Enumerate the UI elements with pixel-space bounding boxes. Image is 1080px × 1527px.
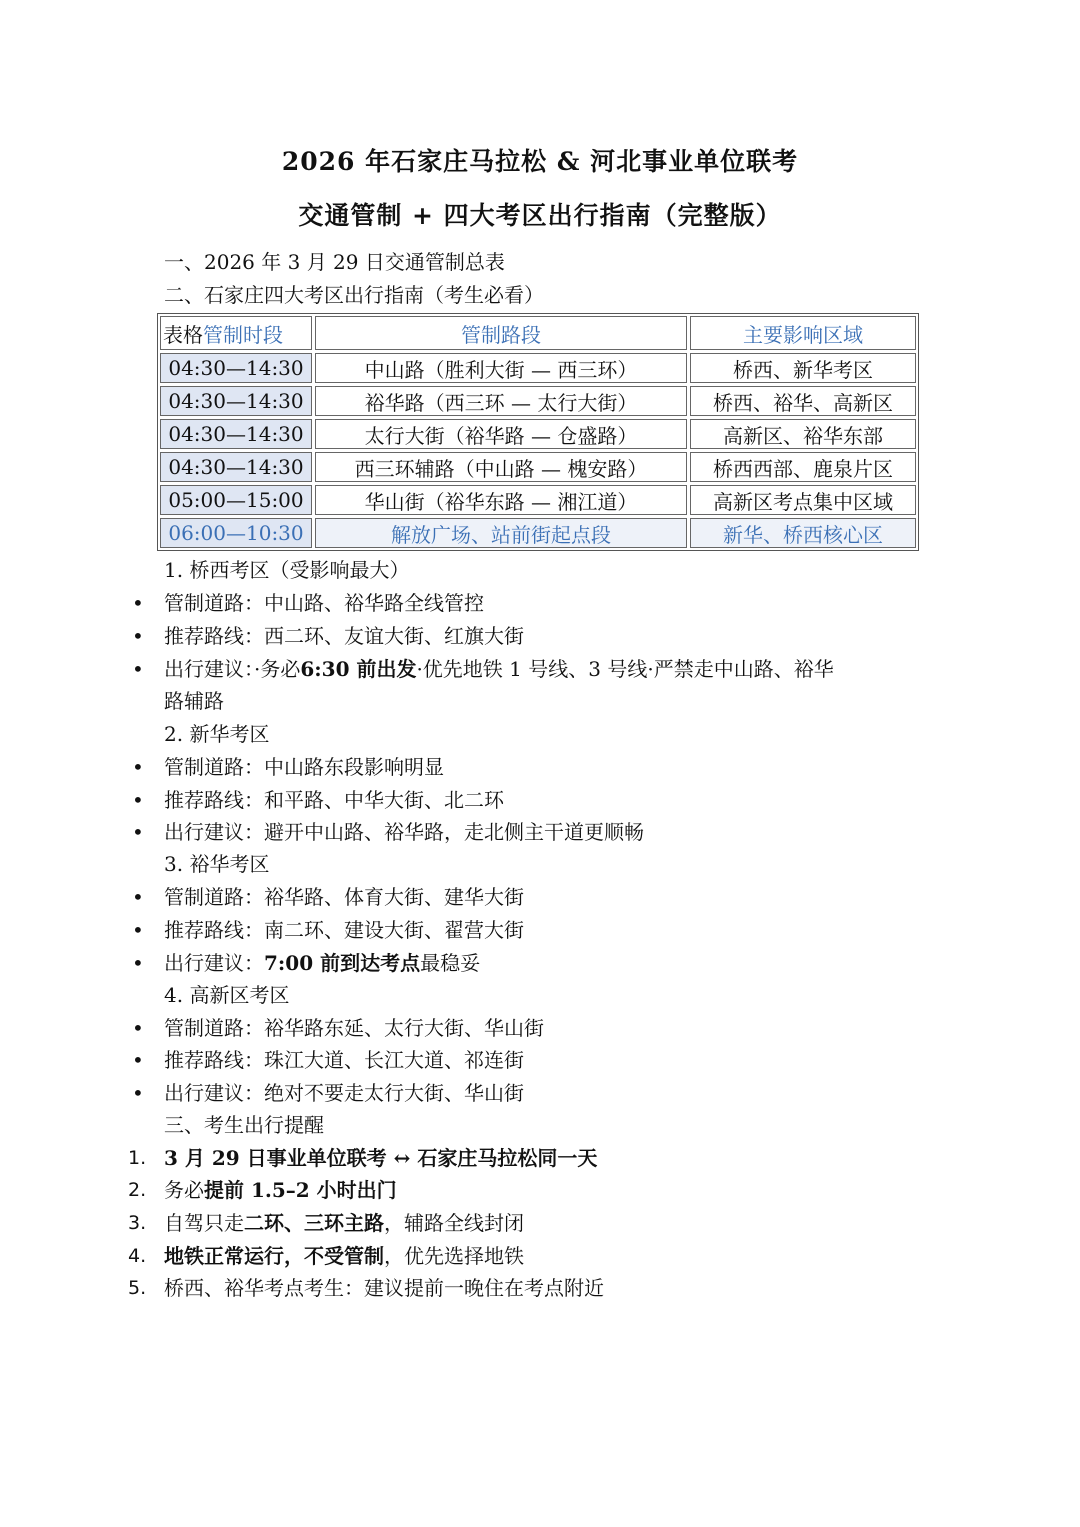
table-cell-road: 西三环辅路（中山路 — 槐安路） [315, 452, 687, 482]
section-heading-2: 二、石家庄四大考区出行指南（考生必看） [164, 283, 544, 307]
section-heading-1: 一、2026 年 3 月 29 日交通管制总表 [164, 250, 505, 274]
zone-advice-post: 最稳妥 [420, 951, 481, 975]
table-cell-time: 04:30—14:30 [160, 452, 312, 482]
bullet-marker: • [132, 951, 144, 975]
reminder-pre: 桥西、裕华考点考生：建议提前一晚住在考点附近 [164, 1276, 604, 1300]
zone-heading: 2. 新华考区 [164, 722, 270, 746]
bullet-marker: • [132, 657, 144, 681]
zone-heading: 1. 桥西考区（受影响最大） [164, 558, 410, 582]
zone-route: 推荐路线：和平路、中华大街、北二环 [164, 788, 504, 812]
bullet-marker: • [132, 918, 144, 942]
zone-advice [164, 653, 834, 685]
traffic-control-table [157, 313, 919, 551]
table-cell-road: 中山路（胜利大街 — 西三环） [315, 353, 687, 383]
table-cell-road: 华山街（裕华东路 — 湘江道） [315, 485, 687, 515]
table-header-road: 管制路段 [315, 316, 687, 350]
zone-advice-bold: 7:00 前到达考点 [264, 951, 421, 975]
zone-route: 推荐路线：南二环、建设大街、翟营大街 [164, 918, 524, 942]
reminder-number: 3. [128, 1212, 147, 1234]
table-cell-area: 高新区、裕华东部 [690, 419, 916, 449]
zone-route: 推荐路线：珠江大道、长江大道、祁连街 [164, 1048, 524, 1072]
reminder-number: 5. [128, 1277, 147, 1299]
reminder-item [164, 1272, 604, 1304]
zone-advice [164, 947, 480, 979]
table-cell-road: 太行大街（裕华路 — 仓盛路） [315, 419, 687, 449]
reminder-bold: 提前 1.5–2 小时出门 [204, 1178, 397, 1202]
reminder-number: 1. [128, 1147, 147, 1169]
bullet-marker: • [132, 820, 144, 844]
table-cell-area: 桥西、新华考区 [690, 353, 916, 383]
reminder-post: ，辅路全线封闭 [384, 1211, 524, 1235]
reminder-item [164, 1174, 397, 1206]
document-title: 2026 年石家庄马拉松 & 河北事业单位联考 [281, 147, 799, 176]
bullet-marker: • [132, 591, 144, 615]
table-cell-road: 解放广场、站前街起点段 [315, 518, 687, 548]
zone-route: 推荐路线：西二环、友谊大街、红旗大街 [164, 624, 524, 648]
zone-advice-pre: 出行建议：·务必 [164, 657, 301, 681]
bullet-marker: • [132, 788, 144, 812]
zone-advice-pre: 出行建议： [164, 951, 264, 975]
zone-control: 管制道路：中山路东段影响明显 [164, 755, 444, 779]
table-cell-time: 04:30—14:30 [160, 419, 312, 449]
zone-heading: 4. 高新区考区 [164, 983, 290, 1007]
zone-heading: 3. 裕华考区 [164, 852, 270, 876]
zone-advice-post: ·优先地铁 1 号线、3 号线·严禁走中山路、裕华 [416, 657, 834, 681]
zone-advice: 出行建议：避开中山路、裕华路，走北侧主干道更顺畅 [164, 820, 644, 844]
table-header-time-label: 管制时段 [203, 322, 283, 347]
table-cell-area: 新华、桥西核心区 [690, 518, 916, 548]
reminder-post: ，优先选择地铁 [384, 1244, 524, 1268]
reminder-pre: 务必 [164, 1178, 204, 1202]
bullet-marker: • [132, 1016, 144, 1040]
reminder-bold: 地铁正常运行，不受管制 [164, 1244, 384, 1268]
table-header-time [160, 316, 312, 350]
reminder-bold: 3 月 29 日事业单位联考 ↔ 石家庄马拉松同一天 [164, 1146, 598, 1170]
reminder-bold: 二环、三环主路 [244, 1211, 384, 1235]
table-cell-area: 桥西、裕华、高新区 [690, 386, 916, 416]
zone-advice-bold: 6:30 前出发 [300, 657, 417, 681]
bullet-marker: • [132, 1048, 144, 1072]
section-heading-3: 三、考生出行提醒 [164, 1113, 324, 1137]
reminder-item [164, 1240, 524, 1272]
reminder-pre: 自驾只走 [164, 1211, 244, 1235]
table-cell-time: 05:00—15:00 [160, 485, 312, 515]
reminder-number: 4. [128, 1245, 147, 1267]
zone-advice-wrap: 路辅路 [164, 689, 224, 713]
bullet-marker: • [132, 755, 144, 779]
reminder-item [164, 1207, 524, 1239]
bullet-marker: • [132, 885, 144, 909]
zone-control: 管制道路：裕华路、体育大街、建华大街 [164, 885, 524, 909]
reminder-number: 2. [128, 1179, 147, 1201]
reminder-item [164, 1142, 597, 1174]
table-cell-road: 裕华路（西三环 — 太行大街） [315, 386, 687, 416]
document-subtitle: 交通管制 + 四大考区出行指南（完整版） [298, 201, 782, 230]
zone-advice: 出行建议：绝对不要走太行大街、华山街 [164, 1081, 524, 1105]
table-cell-time: 04:30—14:30 [160, 353, 312, 383]
zone-control: 管制道路：中山路、裕华路全线管控 [164, 591, 484, 615]
table-header-area: 主要影响区域 [690, 316, 916, 350]
bullet-marker: • [132, 1081, 144, 1105]
table-cell-time: 06:00—10:30 [160, 518, 312, 548]
zone-control: 管制道路：裕华路东延、太行大街、华山街 [164, 1016, 544, 1040]
table-cell-area: 桥西西部、鹿泉片区 [690, 452, 916, 482]
table-cell-area: 高新区考点集中区域 [690, 485, 916, 515]
table-cell-time: 04:30—14:30 [160, 386, 312, 416]
bullet-marker: • [132, 624, 144, 648]
table-header-prefix: 表格 [163, 322, 203, 347]
